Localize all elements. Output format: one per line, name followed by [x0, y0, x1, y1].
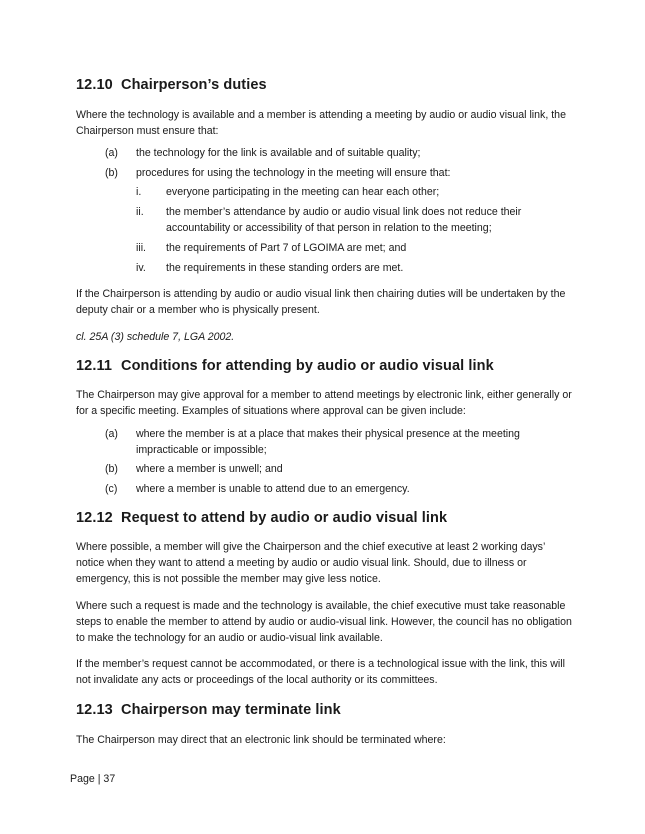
list-item-text: the technology for the link is available and of suitable quality;: [136, 147, 421, 159]
section-title: Request to attend by audio or audio visual link: [121, 510, 448, 526]
paragraph: If the Chairperson is attending by audio or audio visual link then chairing duties will be undertaken by the deputy chair or a member who is physically present.: [76, 288, 566, 316]
list-marker: (c): [105, 483, 118, 495]
section-title: Chairperson’s duties: [121, 77, 267, 93]
paragraph: Where such a request is made and the technology is available, the chief executive must take reasonable steps to enable the member to attend by audio or audio-visual link. However, the council has no obligation to make the technology for an audio or audio-visual link available.: [76, 600, 572, 644]
list-marker: i.: [136, 186, 142, 198]
section-number: 12.10: [76, 77, 113, 93]
section-number: 12.13: [76, 702, 113, 718]
section-title: Chairperson may terminate link: [121, 702, 341, 718]
section-title: Conditions for attending by audio or audio visual link: [121, 358, 494, 374]
section-heading-12-10: [76, 77, 267, 93]
list-marker: (b): [105, 463, 118, 475]
list-marker: iv.: [136, 262, 146, 274]
list-marker: iii.: [136, 242, 147, 254]
list-marker: (a): [105, 147, 118, 159]
paragraph: Where the technology is available and a member is attending a meeting by audio or audio visual link, the Chairperson must ensure that:: [76, 109, 566, 137]
footer-separator: |: [97, 773, 101, 785]
list-item-text: everyone participating in the meeting can hear each other;: [166, 186, 440, 198]
list-item-text: procedures for using the technology in the meeting will ensure that:: [136, 167, 451, 179]
page-footer: [70, 771, 115, 787]
list-marker: ii.: [136, 206, 144, 218]
paragraph: Where possible, a member will give the Chairperson and the chief executive at least 2 working days’ notice when they want to attend a meeting by audio or audio visual link. Should, due to illness or emergency, this is not possible the member may give less notice.: [76, 541, 545, 585]
section-number: 12.11: [76, 358, 112, 374]
paragraph: If the member’s request cannot be accommodated, or there is a technological issue with the link, this will not invalidate any acts or proceedings of the local authority or its committees.: [76, 658, 565, 686]
list-item-text: where the member is at a place that makes their physical presence at the meeting impracticable or impossible;: [136, 428, 520, 456]
section-heading-12-13: [76, 702, 341, 718]
list-item-text: the member’s attendance by audio or audio visual link does not reduce their accountability or accessibility of that person in relation to the meeting;: [166, 206, 522, 234]
list-item-text: where a member is unable to attend due to an emergency.: [136, 483, 410, 495]
paragraph: The Chairperson may give approval for a member to attend meetings by electronic link, either generally or for a specific meeting. Examples of situations where approval can be given include:: [76, 389, 572, 417]
list-item-text: where a member is unwell; and: [136, 463, 283, 475]
paragraph: The Chairperson may direct that an electronic link should be terminated where:: [76, 734, 446, 746]
section-number: 12.12: [76, 510, 113, 526]
footer-label: Page: [70, 773, 95, 785]
page-number: 37: [103, 773, 116, 785]
list-marker: (a): [105, 428, 118, 440]
section-heading-12-11: [76, 358, 494, 374]
list-marker: (b): [105, 167, 118, 179]
list-item-text: the requirements in these standing orders are met.: [166, 262, 404, 274]
citation: cl. 25A (3) schedule 7, LGA 2002.: [76, 331, 235, 343]
section-heading-12-12: [76, 510, 447, 526]
list-item-text: the requirements of Part 7 of LGOIMA are met; and: [166, 242, 407, 254]
